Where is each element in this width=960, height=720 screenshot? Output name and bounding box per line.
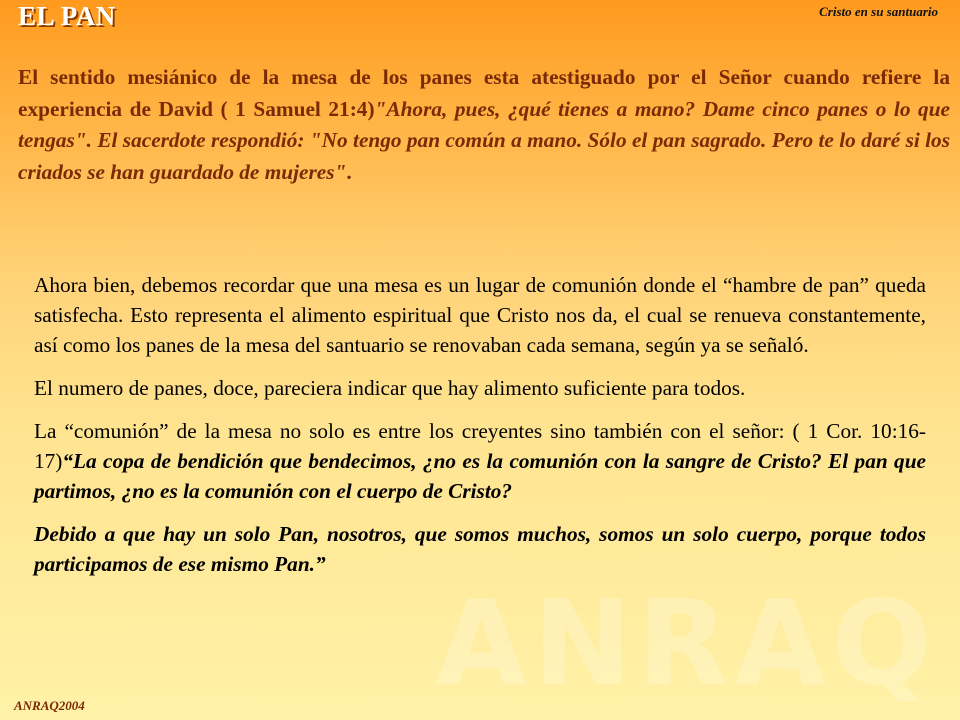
- intro-paragraph: [18, 62, 950, 188]
- body-paragraph-1: Ahora bien, debemos recordar que una mesa es un lugar de comunión donde el “hambre de pan” queda satisfecha. Esto representa el alimento espiritual que Cristo nos da, el cual se renueva constantemente, así como los panes de la mesa del santuario se renovaban cada semana, según ya se señaló.: [34, 273, 926, 357]
- header-subtitle: Cristo en su santuario: [819, 4, 938, 19]
- body-paragraph-2: El numero de panes, doce, pareciera indicar que hay alimento suficiente para todos.: [34, 376, 746, 400]
- body-text: [34, 270, 926, 592]
- body-paragraph-3: [34, 416, 926, 506]
- anraq-watermark: ANRAQ: [435, 574, 938, 712]
- footer-credit: ANRAQ2004: [14, 698, 85, 713]
- body-paragraph-4: Debido a que hay un solo Pan, nosotros, que somos muchos, somos un solo cuerpo, porque todos participamos de ese mismo Pan.”: [34, 522, 926, 576]
- intro-end: .: [346, 159, 352, 184]
- intro-text: El sentido mesiánico de la mesa de los panes esta atestiguado por el Señor cuando refiere la experiencia de David ( 1 Samuel 21:4): [18, 65, 950, 121]
- page-title: EL PAN: [18, 1, 116, 31]
- intro-quote: "Ahora, pues, ¿qué tienes a mano? Dame cinco panes o lo que tengas". El sacerdote respondió: "No tengo pan común a mano. Sólo el pan sagrado. Pero te lo daré si los criados se han guardado de mujeres": [18, 96, 950, 184]
- body-paragraph-3-quote: “La copa de bendición que bendecimos, ¿no es la comunión con la sangre de Cristo? El pan que partimos, ¿no es la comunión con el cuerpo de Cristo?: [34, 449, 926, 503]
- body-paragraph-3-text: La “comunión” de la mesa no solo es entre los creyentes sino también con el señor: ( 1 Cor. 10:16-17): [34, 419, 926, 473]
